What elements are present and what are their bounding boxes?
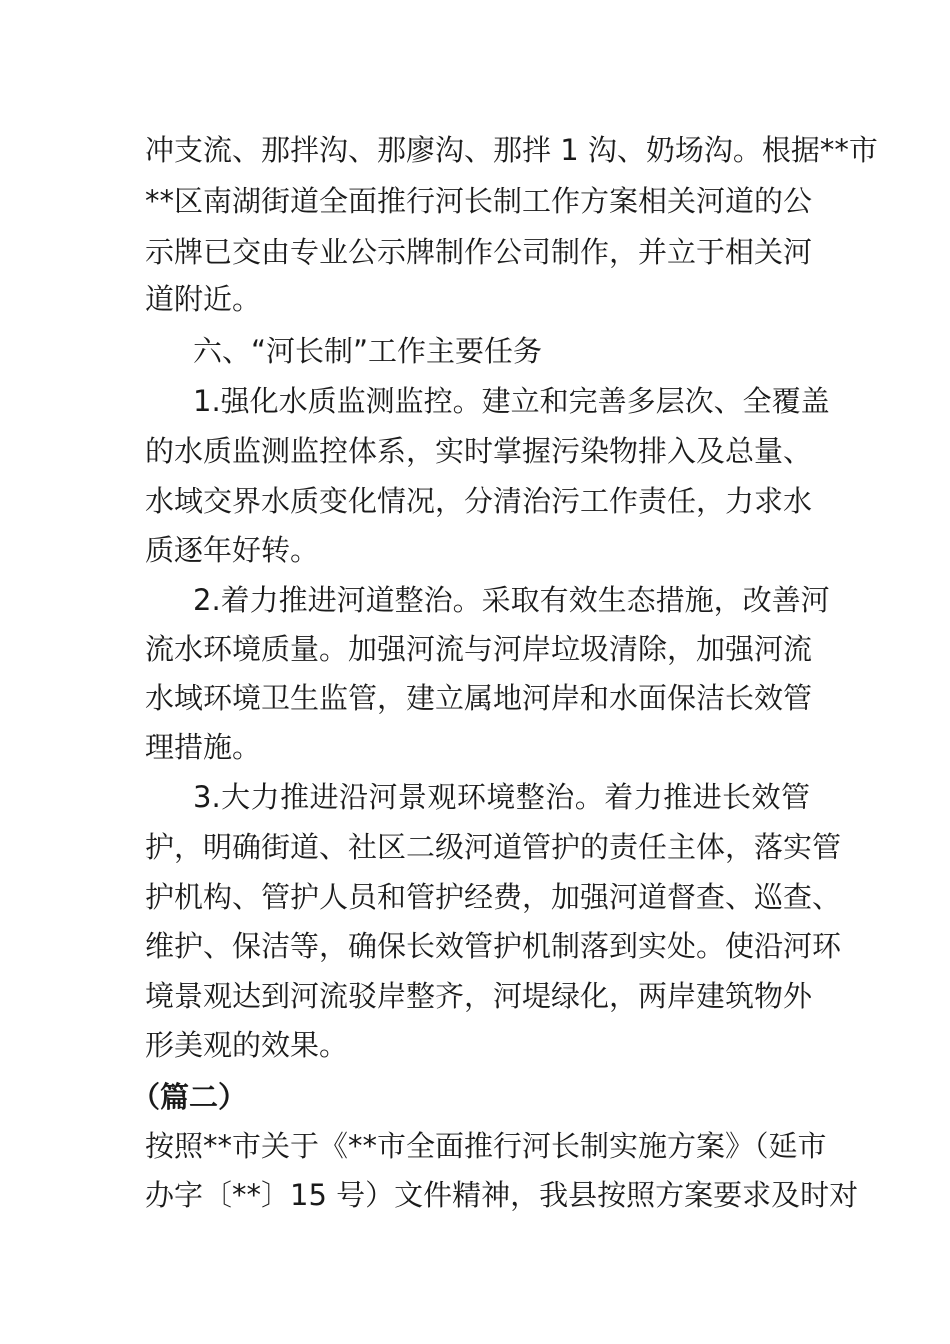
paragraph-line: 示牌已交由专业公示牌制作公司制作，并立于相关河	[145, 235, 813, 269]
paragraph-line: 的水质监测监控体系，实时掌握污染物排入及总量、	[145, 434, 813, 468]
paragraph-line: 境景观达到河流驳岸整齐，河堤绿化，两岸建筑物外	[145, 979, 813, 1013]
paragraph-line: 2.着力推进河道整治。采取有效生态措施，改善河	[193, 583, 830, 617]
paragraph-line: 水域环境卫生监管，建立属地河岸和水面保洁长效管	[145, 681, 813, 715]
paragraph-line: 道附近。	[145, 282, 262, 316]
paragraph-line: 质逐年好转。	[145, 533, 320, 567]
paragraph-line: 形美观的效果。	[145, 1028, 349, 1062]
paragraph-line: 水域交界水质变化情况，分清治污工作责任，力求水	[145, 484, 813, 518]
paragraph-line: 按照**市关于《**市全面推行河长制实施方案》（延市	[145, 1129, 827, 1163]
paragraph-line: 1.强化水质监测监控。建立和完善多层次、全覆盖	[193, 384, 830, 418]
section-heading: 六、“河长制”工作主要任务	[193, 334, 543, 368]
paragraph-line: 维护、保洁等，确保长效管护机制落到实处。使沿河环	[145, 929, 842, 963]
paragraph-line: 3.大力推进沿河景观环境整治。着力推进长效管	[193, 780, 810, 814]
paragraph-line: 流水环境质量。加强河流与河岸垃圾清除，加强河流	[145, 632, 813, 666]
paragraph-line: **区南湖街道全面推行河长制工作方案相关河道的公	[145, 184, 813, 218]
part-heading: （篇二）	[131, 1080, 248, 1114]
paragraph-line: 冲支流、那拌沟、那廖沟、那拌 1 沟、奶场沟。根据**市	[145, 133, 878, 167]
paragraph-line: 护，明确街道、社区二级河道管护的责任主体，落实管	[145, 830, 842, 864]
paragraph-line: 理措施。	[145, 730, 262, 764]
paragraph-line: 护机构、管护人员和管护经费，加强河道督查、巡查、	[145, 880, 842, 914]
paragraph-line: 办字〔**〕15 号）文件精神，我县按照方案要求及时对	[145, 1178, 859, 1212]
